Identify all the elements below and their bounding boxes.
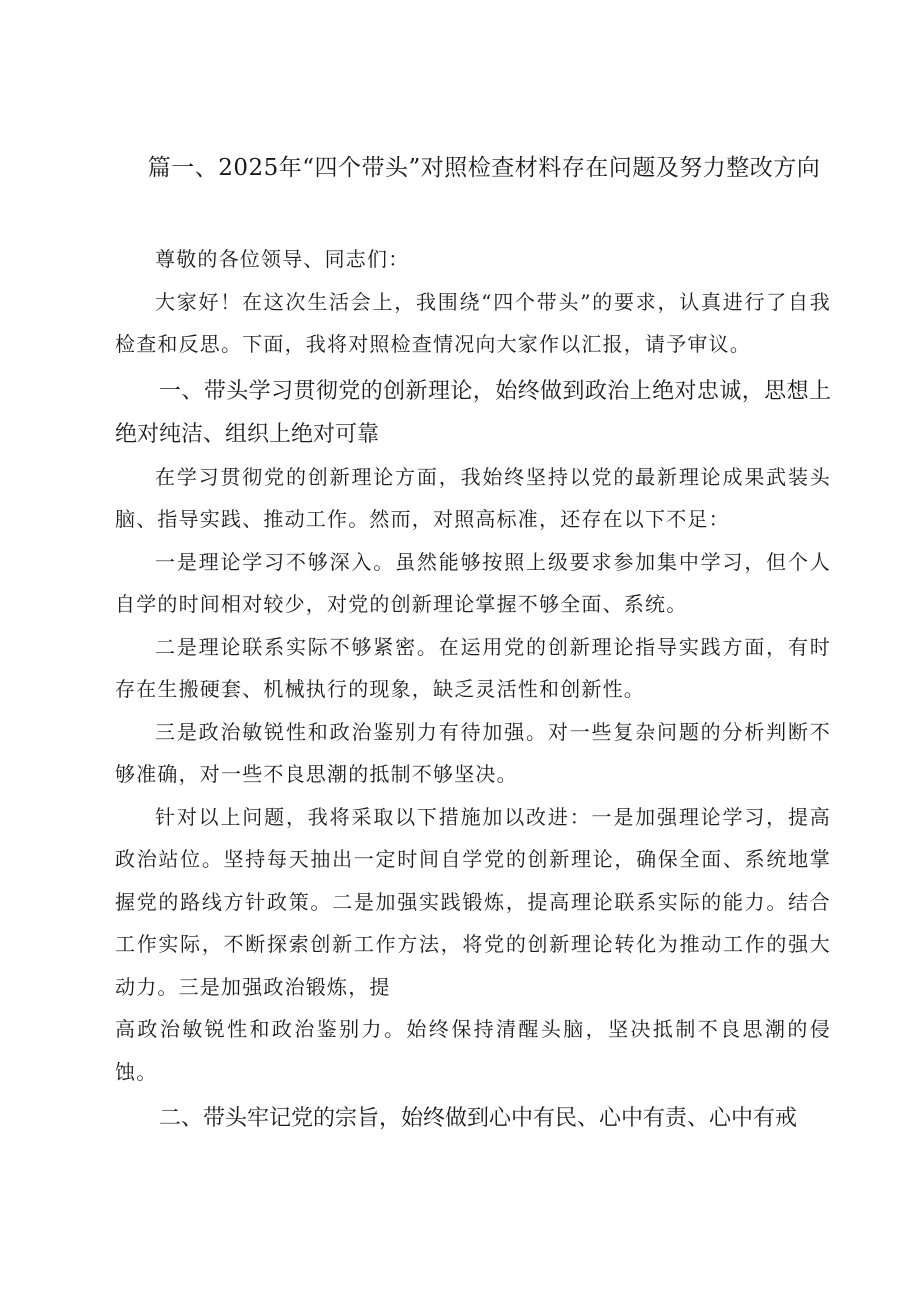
body-paragraph-continuation: 高政治敏锐性和政治鉴别力。始终保持清醒头脑，坚决抵制不良思潮的侵蚀。	[115, 1017, 831, 1084]
section-heading-2: 二、带头牢记党的宗旨，始终做到心中有民、心中有责、心中有戒	[159, 1106, 798, 1131]
body-paragraph: 在学习贯彻党的创新理论方面，我始终坚持以党的最新理论成果武装头脑、指导实践、推动工作。然而，对照高标准，还存在以下不足：	[115, 464, 831, 531]
document-body	[115, 238, 831, 1140]
body-paragraph: 一是理论学习不够深入。虽然能够按照上级要求参加集中学习，但个人自学的时间相对较少，对党的创新理论掌握不够全面、系统。	[115, 549, 831, 616]
salutation: 尊敬的各位领导、同志们：	[155, 247, 410, 271]
body-paragraph: 二是理论联系实际不够紧密。在运用党的创新理论指导实践方面，有时存在生搬硬套、机械执行的现象，缺乏灵活性和创新性。	[115, 634, 831, 701]
body-paragraph: 针对以上问题，我将采取以下措施加以改进：一是加强理论学习，提高政治站位。坚持每天抽出一定时间自学党的创新理论，确保全面、系统地掌握党的路线方针政策。二是加强实践锻炼，提高理论联系实际的能力。结合工作实际，不断探索创新工作方法，将党的创新理论转化为推动工作的强大动力。三是加强政治锻炼，提	[115, 804, 831, 999]
section-heading-1: 一、带头学习贯彻党的创新理论，始终做到政治上绝对忠诚，思想上绝对纯洁、组织上绝对可靠	[115, 378, 831, 447]
body-paragraph: 三是政治敏锐性和政治鉴别力有待加强。对一些复杂问题的分析判断不够准确，对一些不良思潮的抵制不够坚决。	[115, 719, 831, 786]
opening-paragraph: 大家好！在这次生活会上，我围绕“四个带头”的要求，认真进行了自我检查和反思。下面，我将对照检查情况向大家作以汇报，请予审议。	[115, 289, 831, 356]
document-title: 篇一、2025年“四个带头”对照检查材料存在问题及努力整改方向	[147, 155, 821, 181]
